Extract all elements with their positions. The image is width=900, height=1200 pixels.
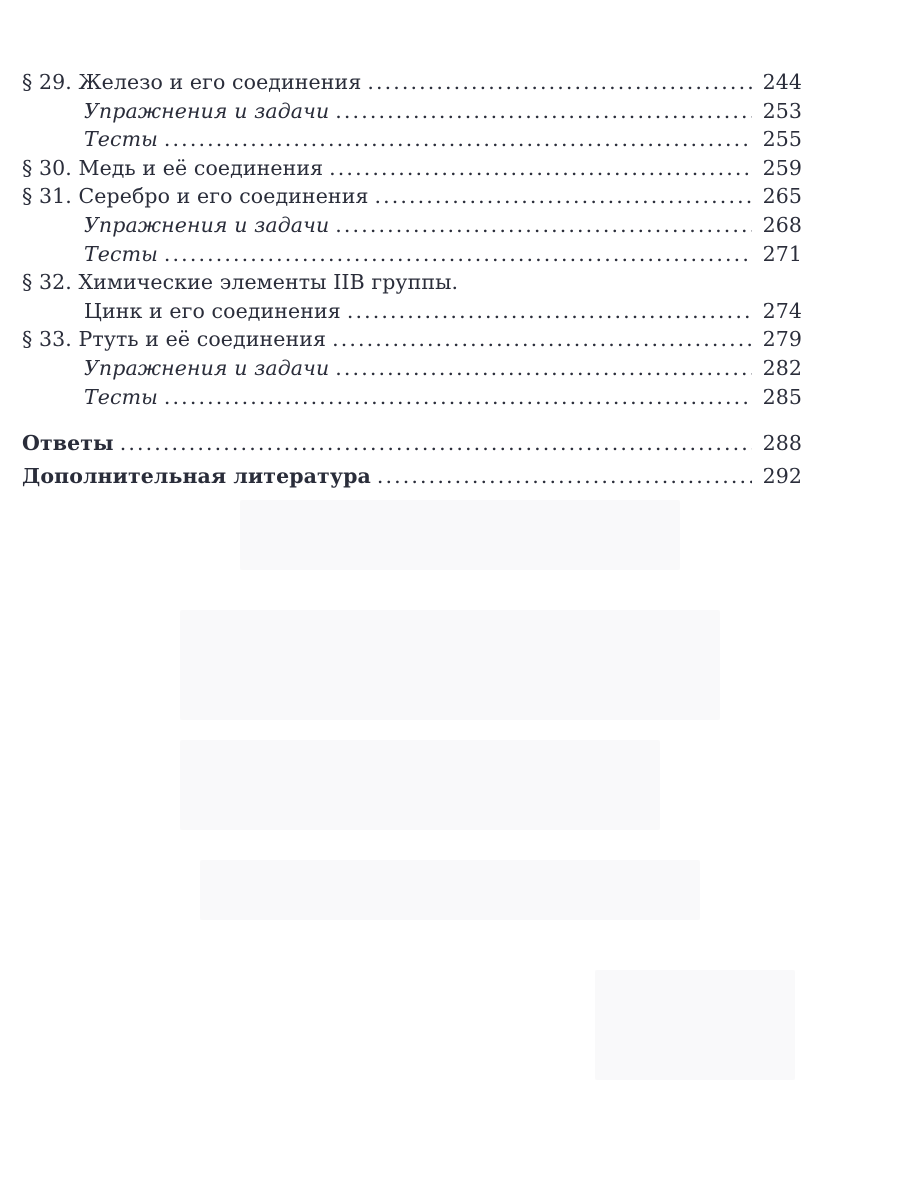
dot-leader	[164, 242, 752, 266]
toc-row[interactable]	[22, 213, 802, 242]
toc-entry-title: Упражнения и задачи	[84, 212, 330, 237]
toc-row[interactable]	[22, 184, 802, 213]
dot-leader	[335, 213, 752, 237]
bleed-through-block-3	[180, 740, 660, 830]
toc-entry-title: § 31. Серебро и его соединения	[22, 184, 369, 209]
dot-leader	[335, 99, 752, 123]
toc-row[interactable]	[22, 385, 802, 414]
table-of-contents	[22, 70, 802, 492]
toc-page-number: 285	[762, 384, 802, 409]
toc-page-number: 279	[762, 327, 802, 352]
toc-page-number: 244	[762, 70, 802, 94]
dot-leader	[329, 156, 752, 180]
bleed-through-block-1	[240, 500, 680, 570]
dot-leader	[120, 431, 752, 455]
toc-page-number: 288	[762, 431, 802, 456]
dot-leader	[377, 464, 752, 488]
toc-entry-title: Тесты	[84, 241, 158, 266]
toc-row[interactable]	[22, 127, 802, 156]
toc-entry-title: Тесты	[84, 127, 158, 152]
dot-leader	[347, 299, 752, 323]
toc-row[interactable]	[22, 270, 802, 299]
toc-row[interactable]	[22, 327, 802, 356]
toc-entry-title: Ответы	[22, 431, 114, 456]
dot-leader	[367, 70, 752, 94]
toc-entry-title: Тесты	[84, 384, 158, 409]
toc-row[interactable]	[22, 356, 802, 385]
toc-entry-title: § 33. Ртуть и её соединения	[22, 327, 327, 352]
dot-leader	[332, 327, 752, 351]
toc-page-number: 253	[762, 98, 802, 123]
toc-entry-title: Цинк и его соединения	[84, 298, 341, 323]
dot-leader	[335, 356, 752, 380]
dot-leader	[164, 385, 752, 409]
toc-row[interactable]	[22, 431, 802, 460]
toc-row[interactable]	[22, 156, 802, 185]
bleed-through-barcode	[595, 970, 795, 1080]
bleed-through-block-4	[200, 860, 700, 920]
dot-leader	[375, 184, 753, 208]
toc-page-number: 271	[762, 241, 802, 266]
toc-entry-title: § 29. Железо и его соединения	[22, 70, 362, 94]
toc-page-number: 265	[762, 184, 802, 209]
bleed-through-block-2	[180, 610, 720, 720]
toc-entry-title: Упражнения и задачи	[84, 98, 330, 123]
toc-entry-title: Упражнения и задачи	[84, 355, 330, 380]
toc-row[interactable]	[22, 99, 802, 128]
toc-entry-title: § 30. Медь и её соединения	[22, 155, 324, 180]
toc-page-number: 255	[762, 127, 802, 152]
toc-page-number: 292	[762, 463, 802, 488]
toc-page-number: 268	[762, 212, 802, 237]
toc-row[interactable]	[22, 70, 802, 99]
toc-page-number: 282	[762, 355, 802, 380]
toc-row[interactable]	[22, 299, 802, 328]
toc-row[interactable]	[22, 464, 802, 493]
toc-entry-title: Дополнительная литература	[22, 463, 371, 488]
toc-row[interactable]	[22, 242, 802, 271]
toc-page-number: 259	[762, 155, 802, 180]
toc-entry-title: § 32. Химические элементы IIB группы.	[22, 270, 459, 295]
dot-leader	[164, 127, 752, 151]
toc-page-number: 274	[762, 298, 802, 323]
